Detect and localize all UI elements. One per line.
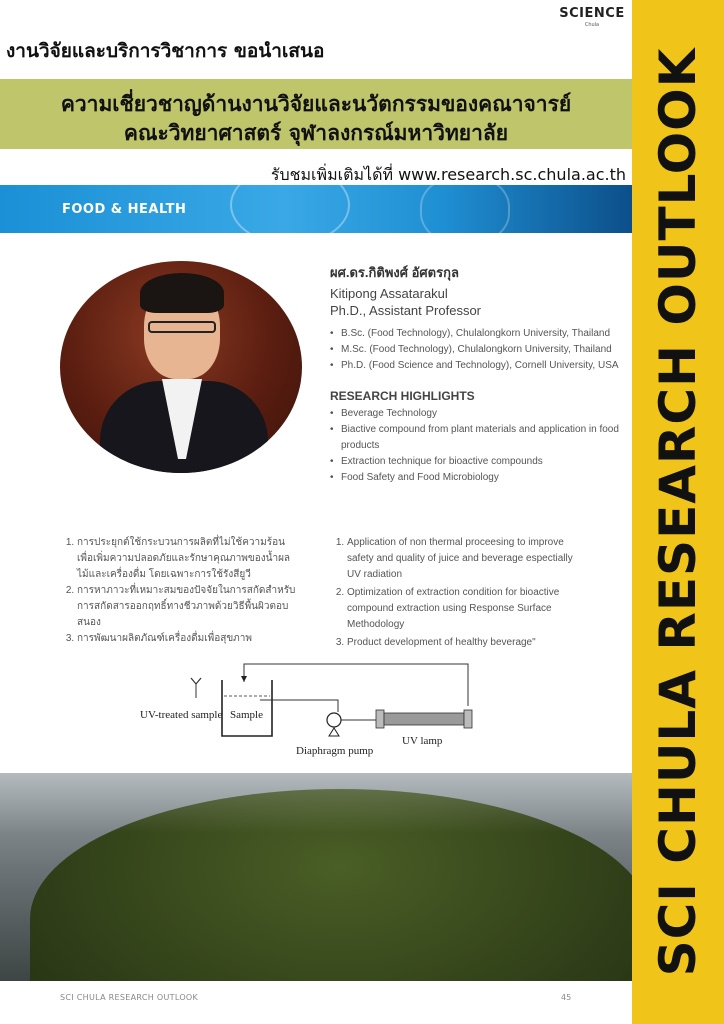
education-item: • Ph.D. (Food Science and Technology), Cornell University, USA [330,358,620,374]
glassware-decoration [420,185,510,233]
english-project-item: 2. Optimization of extraction condition for bioactive compound extraction using Response Surface Methodology [347,585,580,633]
vertical-title: SCI CHULA RESEARCH OUTLOOK [649,47,707,977]
education-item: • M.Sc. (Food Technology), Chulalongkorn University, Thailand [330,342,620,358]
highlight-item: • Biactive compound from plant materials and application in food products [330,422,620,454]
pump-icon [327,713,341,727]
powder-photo [0,773,632,981]
label-sample: Sample [230,709,263,721]
see-more-link[interactable]: รับชมเพิ่มเติมได้ที่ www.research.sc.chula.ac.th [270,165,626,184]
thai-name: ผศ.ดร.กิติพงศ์ อัศตรกุล [330,265,459,280]
footer-title: SCI CHULA RESEARCH OUTLOOK [60,993,199,1002]
english-project-list [330,535,580,653]
label-uv-lamp: UV lamp [402,735,443,747]
title-line-1: ความเชี่ยวชาญด้านงานวิจัยและนวัตกรรมของคณาจารย์ [60,92,572,116]
highlight-item: • Beverage Technology [330,406,620,422]
thai-project-item: 1. การประยุกต์ใช้กระบวนการผลิตที่ไม่ใช้ความร้อนเพื่อเพิ่มความปลอดภัยและรักษาคุณภาพของน้ำผลไม้และเครื่องดื่ม โดยเฉพาะการใช้รังสียูวี [77,535,300,583]
education-list [330,326,620,374]
portrait-photo [60,261,302,473]
academic-position: Ph.D., Assistant Professor [330,303,482,318]
thai-project-item: 3. การพัฒนาผลิตภัณฑ์เครื่องดื่มเพื่อสุขภาพ [77,631,300,647]
glassware-decoration [230,185,350,233]
sample-beaker [222,680,272,736]
uv-lamp-tube [384,713,464,725]
page-number: 45 [561,993,572,1002]
highlight-item: • Food Safety and Food Microbiology [330,470,620,486]
english-name: Kitipong Assatarakul [330,286,448,301]
english-project-item: 1. Application of non thermal proceesing to improve safety and quality of juice and beverage espectially UV radiation [347,535,580,583]
research-highlights-list [330,406,620,486]
thai-project-list [60,535,300,647]
logo-sub: Chula [584,22,600,28]
side-band [632,0,724,1024]
intro-heading: งานวิจัยและบริการวิชาการ ขอนำเสนอ [6,40,325,62]
outlet-tap-icon [191,678,201,684]
title-band [0,79,632,149]
label-pump: Diaphragm pump [296,745,374,757]
topic-banner [0,185,632,233]
education-item: • B.Sc. (Food Technology), Chulalongkorn University, Thailand [330,326,620,342]
label-uv-treated: UV-treated sample [140,709,223,721]
thai-project-item: 2. การหาภาวะที่เหมาะสมของปัจจัยในการสกัดสำหรับการสกัดสารออกฤทธิ์ทางชีวภาพด้วยวิธีพื้นผิวตอบสนอง [77,583,300,631]
logo-word: SCIENCE [559,6,625,21]
english-project-item: 3. Product development of healthy beverage" [347,635,580,651]
science-chula-logo [556,6,628,40]
profile-block [330,262,620,486]
uv-process-diagram [140,650,480,765]
topic-label: FOOD & HEALTH [62,202,187,217]
title-line-2: คณะวิทยาศาสตร์ จุฬาลงกรณ์มหาวิทยาลัย [123,121,509,145]
research-highlights-title: RESEARCH HIGHLIGHTS [330,389,475,403]
highlight-item: • Extraction technique for bioactive compounds [330,454,620,470]
